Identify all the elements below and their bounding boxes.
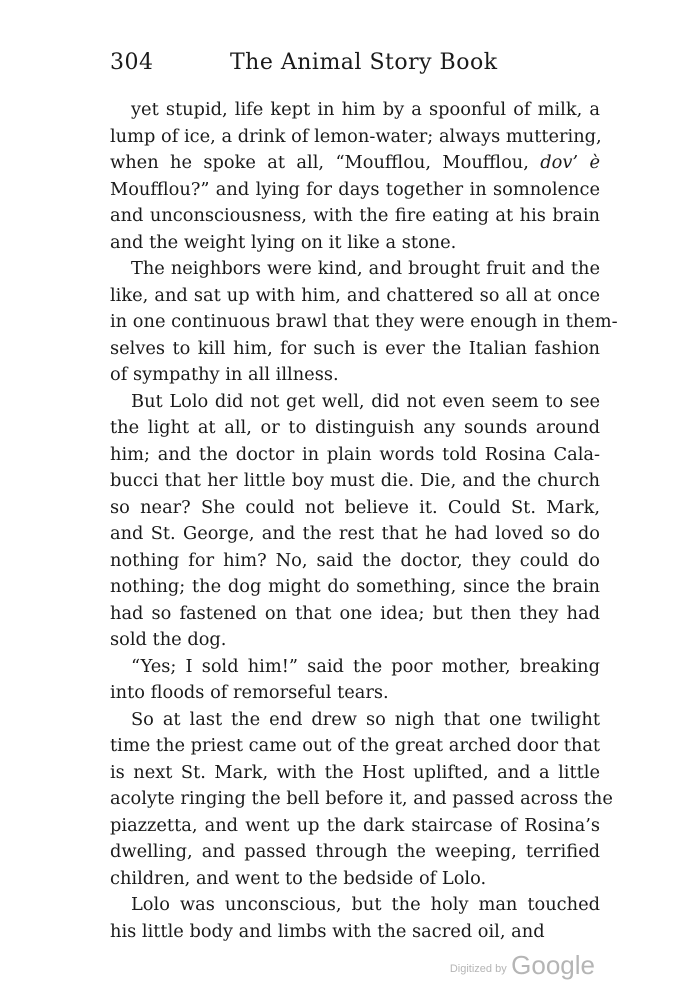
text-line: selves to kill him, for such is ever the Italian fashion — [110, 337, 600, 359]
text-line: “Yes; I sold him!” said the poor mother, breaking — [131, 655, 600, 677]
text-line: and St. George, and the rest that he had loved so do — [110, 523, 600, 544]
paragraph — [110, 707, 613, 893]
text-line: and the weight lying on it like a stone. — [110, 231, 457, 253]
text-line: piazzetta, and went up the dark staircase of Rosina’s — [110, 814, 600, 836]
paragraph — [110, 892, 600, 945]
text-line: is next St. Mark, with the Host uplifted, and a little — [110, 761, 600, 783]
text-line: the light at all, or to distinguish any sounds around — [110, 417, 600, 438]
text-line: yet stupid, life kept in him by a spoonful of milk, a — [131, 99, 600, 120]
text-line: and unconsciousness, with the fire eating at his brain — [110, 205, 600, 226]
paragraph — [110, 97, 600, 256]
paragraph — [110, 654, 600, 707]
text-line: his little body and limbs with the sacred oil, and — [110, 920, 545, 942]
text-line: dwelling, and passed through the weeping, terrified — [110, 841, 600, 862]
text-line: children, and went to the bedside of Lolo. — [110, 867, 487, 889]
text-line: acolyte ringing the bell before it, and passed across the — [110, 788, 613, 809]
text-line: nothing for him? No, said the doctor, they could do — [110, 549, 600, 571]
text-line: when he spoke at all, “Moufflou, Moufflou, dov’ è — [110, 152, 600, 173]
digitized-by-label: Digitized by — [449, 963, 507, 975]
text-line: so near? She could not believe it. Could St. Mark, — [110, 496, 600, 518]
text-line: So at last the end drew so nigh that one twilight — [131, 708, 600, 730]
page-header — [110, 50, 600, 86]
digitization-watermark — [450, 950, 595, 981]
text-line: of sympathy in all illness. — [110, 364, 339, 385]
text-line: time the priest came out of the great arched door that — [110, 735, 601, 756]
paragraph — [110, 256, 618, 389]
paragraph — [110, 389, 600, 654]
body-text — [110, 97, 618, 945]
text-line: him; and the doctor in plain words told Rosina Cala- — [110, 443, 600, 465]
text-line: sold the dog. — [110, 629, 227, 650]
text-line: like, and sat up with him, and chattered so all at once — [110, 284, 600, 306]
text-line: But Lolo did not get well, did not even seem to see — [131, 390, 600, 412]
text-line: bucci that her little boy must die. Die, and the church — [110, 470, 600, 491]
text-line: Lolo was unconscious, but the holy man touched — [131, 894, 600, 915]
text-line: in one continuous brawl that they were enough in them- — [110, 311, 618, 332]
text-line: nothing; the dog might do something, since the brain — [110, 576, 600, 597]
page-number: 304 — [110, 50, 154, 75]
google-logo-text: Google — [511, 950, 595, 980]
text-line: had so fastened on that one idea; but then they had — [110, 602, 600, 624]
text-line: into floods of remorseful tears. — [110, 682, 389, 703]
text-line: lump of ice, a drink of lemon-water; always muttering, — [110, 125, 602, 147]
running-title: The Animal Story Book — [230, 50, 498, 75]
text-line: Moufflou?” and lying for days together in somnolence — [110, 178, 600, 200]
text-line: The neighbors were kind, and brought fruit and the — [131, 258, 600, 279]
